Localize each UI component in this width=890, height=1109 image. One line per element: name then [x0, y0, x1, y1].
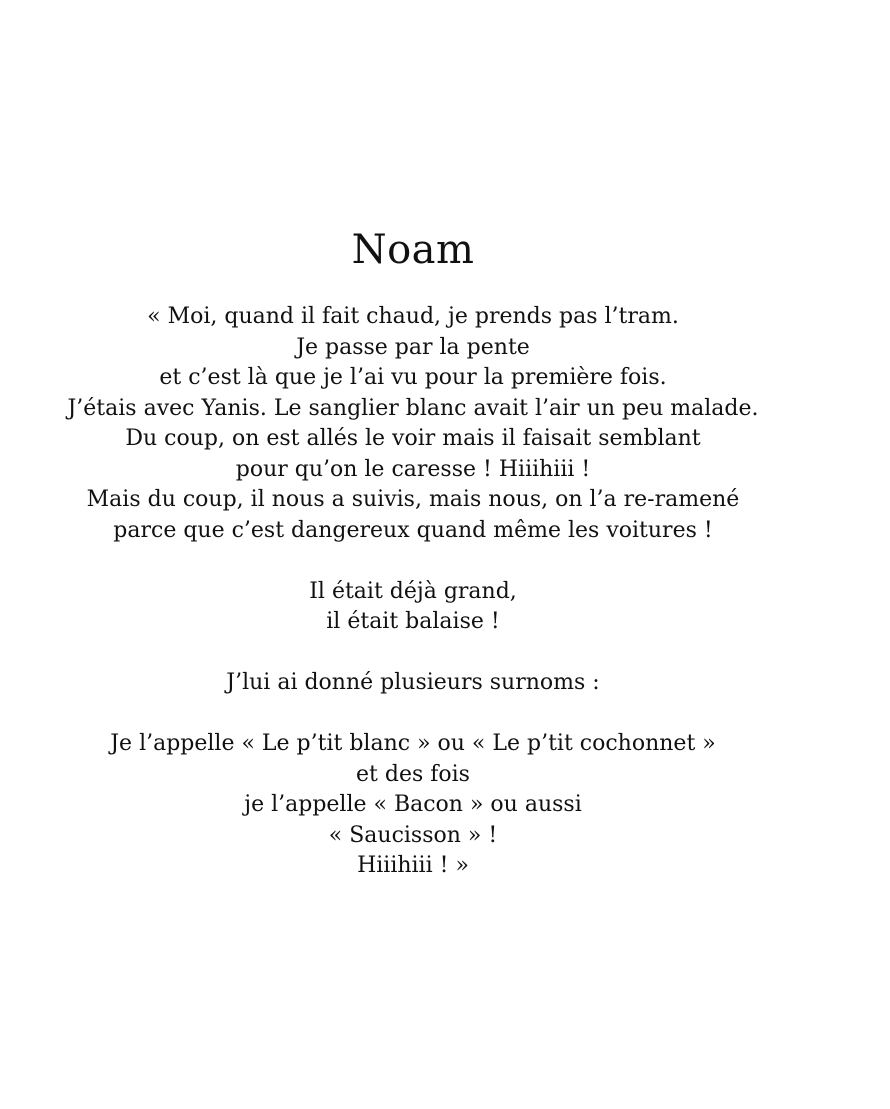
poem-line: je l’appelle « Bacon » ou aussi: [244, 792, 582, 817]
poem-line: Mais du coup, il nous a suivis, mais nous, on l’a re-ramené: [86, 487, 740, 512]
poem-line: parce que c’est dangereux quand même les voitures !: [113, 517, 713, 543]
stanza-1: [0, 302, 826, 546]
poem: [0, 302, 826, 912]
poem-line: et des fois: [356, 761, 470, 787]
poem-line: « Saucisson » !: [328, 822, 498, 848]
poem-line: Il était déjà grand,: [309, 578, 517, 604]
poem-line: et c’est là que je l’ai vu pour la première fois.: [159, 365, 667, 390]
poem-line: J’étais avec Yanis. Le sanglier blanc avait l’air un peu malade.: [67, 395, 759, 421]
poem-line: Je passe par la pente: [296, 334, 530, 360]
stanza-2: [0, 577, 826, 638]
stanza-4: [0, 729, 826, 882]
poem-line: « Moi, quand il fait chaud, je prends pas l’tram.: [147, 304, 679, 329]
poem-line: Je l’appelle « Le p’tit blanc » ou « Le p’tit cochonnet »: [110, 731, 716, 756]
poem-line: J’lui ai donné plusieurs surnoms :: [226, 670, 600, 695]
poem-line: Du coup, on est allés le voir mais il faisait semblant: [125, 426, 701, 451]
poem-line: pour qu’on le caresse ! Hiiihiii !: [235, 456, 591, 482]
page-title: Noam: [351, 227, 475, 273]
stanza-3: [0, 668, 826, 699]
poem-line: Hiiihiii ! »: [357, 853, 469, 878]
poem-line: il était balaise !: [326, 609, 500, 634]
